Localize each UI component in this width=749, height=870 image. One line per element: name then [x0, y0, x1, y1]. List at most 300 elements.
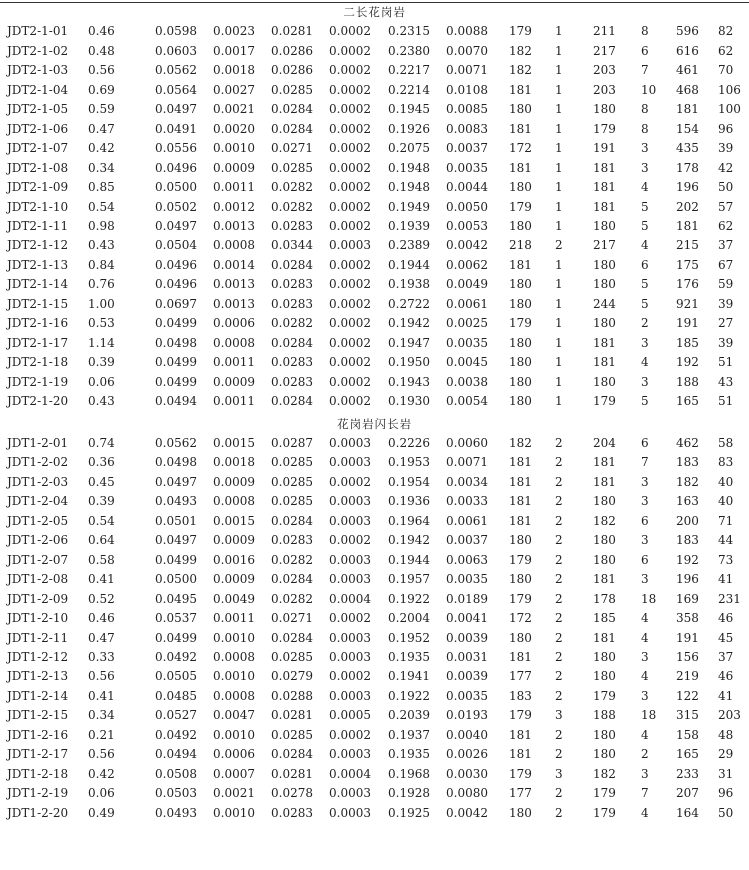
value-cell: 0.0047 — [213, 708, 255, 723]
value-cell: 315 — [676, 708, 699, 723]
value-cell: 0.0002 — [329, 180, 371, 195]
value-cell: 182 — [509, 43, 532, 58]
value-cell: 4 — [641, 355, 649, 370]
value-cell: 3 — [641, 474, 649, 489]
value-cell: 0.0037 — [446, 533, 488, 548]
value-cell: 0.0500 — [155, 572, 197, 587]
value-cell: 180 — [509, 335, 532, 350]
value-cell: 0.0049 — [446, 277, 488, 292]
value-cell: 0.0284 — [271, 513, 313, 528]
value-cell: 0.34 — [88, 160, 115, 175]
value-cell: 181 — [593, 630, 616, 645]
value-cell: 0.39 — [88, 355, 115, 370]
value-cell: 3 — [641, 649, 649, 664]
value-cell: 41 — [718, 572, 734, 587]
value-cell: 0.0003 — [329, 552, 371, 567]
table-row — [0, 473, 749, 492]
value-cell: 180 — [509, 630, 532, 645]
value-cell: 154 — [676, 121, 699, 136]
sample-id-cell: JDT2-1-09 — [7, 180, 69, 195]
value-cell: 0.0006 — [213, 316, 255, 331]
value-cell: 0.0283 — [271, 296, 313, 311]
value-cell: 0.0283 — [271, 355, 313, 370]
value-cell: 2 — [555, 572, 563, 587]
value-cell: 179 — [509, 591, 532, 606]
value-cell: 5 — [641, 218, 649, 233]
value-cell: 3 — [641, 533, 649, 548]
value-cell: 0.1941 — [388, 669, 430, 684]
value-cell: 100 — [718, 102, 741, 117]
value-cell: 179 — [593, 805, 616, 820]
value-cell: 0.0279 — [271, 669, 313, 684]
value-cell: 0.0002 — [329, 43, 371, 58]
sample-id-cell: JDT2-1-08 — [7, 160, 69, 175]
value-cell: 185 — [676, 335, 699, 350]
value-cell: 0.1942 — [388, 533, 430, 548]
value-cell: 4 — [641, 805, 649, 820]
value-cell: 0.0003 — [329, 435, 371, 450]
value-cell: 0.0285 — [271, 649, 313, 664]
value-cell: 181 — [509, 649, 532, 664]
value-cell: 3 — [641, 688, 649, 703]
sample-id-cell: JDT2-1-12 — [7, 238, 69, 253]
value-cell: 0.0492 — [155, 649, 197, 664]
value-cell: 0.0054 — [446, 394, 488, 409]
value-cell: 179 — [593, 688, 616, 703]
value-cell: 0.1937 — [388, 727, 430, 742]
value-cell: 27 — [718, 316, 734, 331]
value-cell: 0.1948 — [388, 160, 430, 175]
value-cell: 0.0002 — [329, 257, 371, 272]
value-cell: 0.0002 — [329, 141, 371, 156]
value-cell: 0.0018 — [213, 63, 255, 78]
table-row — [0, 178, 749, 197]
value-cell: 0.0498 — [155, 455, 197, 470]
value-cell: 6 — [641, 513, 649, 528]
value-cell: 0.21 — [88, 727, 115, 742]
value-cell: 0.0003 — [329, 238, 371, 253]
value-cell: 180 — [509, 355, 532, 370]
value-cell: 2 — [555, 669, 563, 684]
value-cell: 0.0003 — [329, 572, 371, 587]
value-cell: 0.0002 — [329, 474, 371, 489]
value-cell: 0.1949 — [388, 199, 430, 214]
value-cell: 616 — [676, 43, 699, 58]
value-cell: 40 — [718, 474, 734, 489]
value-cell: 7 — [641, 786, 649, 801]
value-cell: 0.0049 — [213, 591, 255, 606]
value-cell: 179 — [593, 121, 616, 136]
value-cell: 2 — [555, 494, 563, 509]
value-cell: 181 — [676, 218, 699, 233]
value-cell: 182 — [509, 435, 532, 450]
value-cell: 0.0495 — [155, 591, 197, 606]
value-cell: 179 — [509, 316, 532, 331]
value-cell: 0.0033 — [446, 494, 488, 509]
value-cell: 0.56 — [88, 63, 115, 78]
table-row — [0, 531, 749, 550]
value-cell: 180 — [593, 374, 616, 389]
value-cell: 18 — [641, 708, 657, 723]
value-cell: 0.0002 — [329, 296, 371, 311]
value-cell: 0.0284 — [271, 394, 313, 409]
sample-id-cell: JDT2-1-03 — [7, 63, 69, 78]
value-cell: 0.0500 — [155, 180, 197, 195]
sample-id-cell: JDT2-1-20 — [7, 394, 69, 409]
sample-id-cell: JDT2-1-07 — [7, 141, 69, 156]
value-cell: 6 — [641, 435, 649, 450]
value-cell: 1 — [555, 24, 563, 39]
value-cell: 0.0061 — [446, 513, 488, 528]
value-cell: 182 — [509, 63, 532, 78]
table-row — [0, 120, 749, 139]
value-cell: 182 — [676, 474, 699, 489]
sample-id-cell: JDT2-1-11 — [7, 218, 69, 233]
value-cell: 0.1926 — [388, 121, 430, 136]
value-cell: 0.0497 — [155, 102, 197, 117]
value-cell: 217 — [593, 238, 616, 253]
value-cell: 0.43 — [88, 394, 115, 409]
value-cell: 181 — [509, 747, 532, 762]
table-body — [0, 3, 749, 823]
value-cell: 0.06 — [88, 786, 115, 801]
value-cell: 178 — [676, 160, 699, 175]
value-cell: 0.54 — [88, 199, 115, 214]
value-cell: 203 — [593, 63, 616, 78]
value-cell: 0.1922 — [388, 591, 430, 606]
value-cell: 8 — [641, 24, 649, 39]
value-cell: 217 — [593, 43, 616, 58]
value-cell: 0.0496 — [155, 160, 197, 175]
value-cell: 0.1944 — [388, 257, 430, 272]
value-cell: 191 — [676, 630, 699, 645]
value-cell: 0.0002 — [329, 335, 371, 350]
value-cell: 0.0034 — [446, 474, 488, 489]
value-cell: 0.0003 — [329, 513, 371, 528]
value-cell: 181 — [593, 455, 616, 470]
sample-id-cell: JDT1-2-12 — [7, 649, 69, 664]
value-cell: 2 — [555, 591, 563, 606]
value-cell: 0.0007 — [213, 766, 255, 781]
sample-id-cell: JDT1-2-01 — [7, 435, 69, 450]
value-cell: 179 — [509, 552, 532, 567]
value-cell: 0.84 — [88, 257, 115, 272]
value-cell: 0.0010 — [213, 141, 255, 156]
value-cell: 0.0023 — [213, 24, 255, 39]
value-cell: 2 — [641, 747, 649, 762]
value-cell: 51 — [718, 394, 734, 409]
value-cell: 0.0283 — [271, 218, 313, 233]
value-cell: 0.0286 — [271, 43, 313, 58]
table-row — [0, 784, 749, 803]
value-cell: 31 — [718, 766, 734, 781]
value-cell: 5 — [641, 296, 649, 311]
value-cell: 0.0271 — [271, 141, 313, 156]
value-cell: 37 — [718, 649, 734, 664]
value-cell: 0.0002 — [329, 394, 371, 409]
value-cell: 0.0502 — [155, 199, 197, 214]
value-cell: 0.0285 — [271, 474, 313, 489]
value-cell: 2 — [555, 238, 563, 253]
value-cell: 0.0285 — [271, 160, 313, 175]
value-cell: 196 — [676, 180, 699, 195]
value-cell: 0.0044 — [446, 180, 488, 195]
value-cell: 0.58 — [88, 552, 115, 567]
value-cell: 180 — [593, 669, 616, 684]
value-cell: 0.0035 — [446, 572, 488, 587]
value-cell: 207 — [676, 786, 699, 801]
value-cell: 3 — [641, 572, 649, 587]
table-row — [0, 551, 749, 570]
value-cell: 0.0002 — [329, 102, 371, 117]
value-cell: 0.2214 — [388, 82, 430, 97]
value-cell: 2 — [555, 435, 563, 450]
table-row — [0, 100, 749, 119]
value-cell: 192 — [676, 355, 699, 370]
value-cell: 0.0281 — [271, 766, 313, 781]
value-cell: 180 — [509, 180, 532, 195]
value-cell: 0.0013 — [213, 218, 255, 233]
value-cell: 0.0002 — [329, 611, 371, 626]
value-cell: 46 — [718, 669, 734, 684]
value-cell: 177 — [509, 669, 532, 684]
table-row — [0, 570, 749, 589]
value-cell: 180 — [509, 374, 532, 389]
value-cell: 0.0012 — [213, 199, 255, 214]
value-cell: 0.1953 — [388, 455, 430, 470]
table-row — [0, 81, 749, 100]
value-cell: 0.0011 — [213, 355, 255, 370]
value-cell: 0.1952 — [388, 630, 430, 645]
value-cell: 179 — [509, 766, 532, 781]
table-row — [0, 453, 749, 472]
table-row — [0, 804, 749, 823]
table-row — [0, 275, 749, 294]
value-cell: 3 — [641, 766, 649, 781]
value-cell: 0.46 — [88, 24, 115, 39]
table-row — [0, 609, 749, 628]
value-cell: 42 — [718, 160, 734, 175]
value-cell: 0.0284 — [271, 121, 313, 136]
value-cell: 0.0271 — [271, 611, 313, 626]
value-cell: 0.0003 — [329, 630, 371, 645]
table-row — [0, 217, 749, 236]
value-cell: 1 — [555, 335, 563, 350]
value-cell: 180 — [509, 296, 532, 311]
value-cell: 233 — [676, 766, 699, 781]
value-cell: 180 — [509, 805, 532, 820]
value-cell: 0.0283 — [271, 277, 313, 292]
value-cell: 0.0562 — [155, 63, 197, 78]
value-cell: 0.0080 — [446, 786, 488, 801]
value-cell: 0.2389 — [388, 238, 430, 253]
value-cell: 0.2315 — [388, 24, 430, 39]
value-cell: 0.0060 — [446, 435, 488, 450]
value-cell: 172 — [509, 141, 532, 156]
value-cell: 180 — [593, 218, 616, 233]
value-cell: 122 — [676, 688, 699, 703]
value-cell: 1.14 — [88, 335, 115, 350]
value-cell: 180 — [593, 257, 616, 272]
value-cell: 0.39 — [88, 494, 115, 509]
value-cell: 0.0284 — [271, 102, 313, 117]
value-cell: 0.69 — [88, 82, 115, 97]
value-cell: 0.0496 — [155, 277, 197, 292]
value-cell: 0.1922 — [388, 688, 430, 703]
value-cell: 2 — [555, 630, 563, 645]
value-cell: 0.1957 — [388, 572, 430, 587]
value-cell: 82 — [718, 24, 734, 39]
value-cell: 0.0499 — [155, 316, 197, 331]
value-cell: 0.0040 — [446, 727, 488, 742]
value-cell: 0.0562 — [155, 435, 197, 450]
value-cell: 169 — [676, 591, 699, 606]
value-cell: 1 — [555, 82, 563, 97]
value-cell: 3 — [641, 160, 649, 175]
value-cell: 0.0499 — [155, 630, 197, 645]
value-cell: 0.76 — [88, 277, 115, 292]
value-cell: 0.0026 — [446, 747, 488, 762]
table-row — [0, 745, 749, 764]
value-cell: 0.42 — [88, 766, 115, 781]
value-cell: 180 — [509, 218, 532, 233]
value-cell: 1 — [555, 218, 563, 233]
value-cell: 0.0039 — [446, 669, 488, 684]
value-cell: 188 — [593, 708, 616, 723]
value-cell: 0.1950 — [388, 355, 430, 370]
value-cell: 0.0285 — [271, 494, 313, 509]
value-cell: 164 — [676, 805, 699, 820]
table-row — [0, 61, 749, 80]
value-cell: 2 — [555, 688, 563, 703]
value-cell: 8 — [641, 121, 649, 136]
sample-id-cell: JDT2-1-15 — [7, 296, 69, 311]
table-row — [0, 512, 749, 531]
sample-id-cell: JDT1-2-04 — [7, 494, 69, 509]
value-cell: 179 — [509, 199, 532, 214]
value-cell: 0.1936 — [388, 494, 430, 509]
value-cell: 1 — [555, 102, 563, 117]
value-cell: 181 — [509, 727, 532, 742]
sample-id-cell: JDT1-2-20 — [7, 805, 69, 820]
value-cell: 0.0011 — [213, 394, 255, 409]
value-cell: 180 — [509, 572, 532, 587]
value-cell: 0.0004 — [329, 591, 371, 606]
value-cell: 0.0282 — [271, 180, 313, 195]
table-row — [0, 314, 749, 333]
sample-id-cell: JDT2-1-01 — [7, 24, 69, 39]
value-cell: 0.0503 — [155, 786, 197, 801]
value-cell: 0.0042 — [446, 238, 488, 253]
value-cell: 204 — [593, 435, 616, 450]
value-cell: 0.45 — [88, 474, 115, 489]
value-cell: 178 — [593, 591, 616, 606]
value-cell: 0.0002 — [329, 533, 371, 548]
value-cell: 0.0021 — [213, 102, 255, 117]
value-cell: 67 — [718, 257, 734, 272]
value-cell: 1 — [555, 180, 563, 195]
value-cell: 0.0501 — [155, 513, 197, 528]
sample-id-cell: JDT1-2-13 — [7, 669, 69, 684]
value-cell: 0.0010 — [213, 630, 255, 645]
value-cell: 0.0042 — [446, 805, 488, 820]
value-cell: 0.41 — [88, 572, 115, 587]
value-cell: 7 — [641, 455, 649, 470]
sample-id-cell: JDT2-1-19 — [7, 374, 69, 389]
value-cell: 2 — [555, 552, 563, 567]
value-cell: 0.0071 — [446, 63, 488, 78]
value-cell: 181 — [593, 335, 616, 350]
value-cell: 1 — [555, 394, 563, 409]
value-cell: 0.0038 — [446, 374, 488, 389]
sample-id-cell: JDT1-2-09 — [7, 591, 69, 606]
table-row — [0, 765, 749, 784]
value-cell: 0.1948 — [388, 180, 430, 195]
table-row — [0, 687, 749, 706]
value-cell: 175 — [676, 257, 699, 272]
sample-id-cell: JDT1-2-19 — [7, 786, 69, 801]
value-cell: 0.0010 — [213, 727, 255, 742]
value-cell: 0.0283 — [271, 805, 313, 820]
value-cell: 0.1947 — [388, 335, 430, 350]
value-cell: 165 — [676, 747, 699, 762]
value-cell: 2 — [555, 474, 563, 489]
value-cell: 0.0564 — [155, 82, 197, 97]
value-cell: 0.0062 — [446, 257, 488, 272]
value-cell: 0.0493 — [155, 805, 197, 820]
value-cell: 0.0002 — [329, 277, 371, 292]
value-cell: 0.0009 — [213, 160, 255, 175]
value-cell: 358 — [676, 611, 699, 626]
value-cell: 0.2217 — [388, 63, 430, 78]
value-cell: 3 — [641, 374, 649, 389]
value-cell: 1 — [555, 257, 563, 272]
value-cell: 0.0494 — [155, 394, 197, 409]
sample-id-cell: JDT2-1-10 — [7, 199, 69, 214]
value-cell: 0.0021 — [213, 786, 255, 801]
value-cell: 39 — [718, 296, 734, 311]
value-cell: 185 — [593, 611, 616, 626]
value-cell: 0.0002 — [329, 316, 371, 331]
sample-id-cell: JDT1-2-03 — [7, 474, 69, 489]
value-cell: 0.0494 — [155, 747, 197, 762]
value-cell: 2 — [641, 316, 649, 331]
value-cell: 181 — [509, 160, 532, 175]
value-cell: 2 — [555, 786, 563, 801]
value-cell: 59 — [718, 277, 734, 292]
value-cell: 0.0002 — [329, 24, 371, 39]
value-cell: 0.0003 — [329, 649, 371, 664]
value-cell: 172 — [509, 611, 532, 626]
value-cell: 0.0010 — [213, 669, 255, 684]
value-cell: 165 — [676, 394, 699, 409]
value-cell: 1 — [555, 160, 563, 175]
sample-id-cell: JDT1-2-10 — [7, 611, 69, 626]
value-cell: 0.0085 — [446, 102, 488, 117]
value-cell: 96 — [718, 786, 734, 801]
value-cell: 0.1938 — [388, 277, 430, 292]
value-cell: 0.0278 — [271, 786, 313, 801]
value-cell: 180 — [509, 533, 532, 548]
value-cell: 0.0497 — [155, 474, 197, 489]
table-row — [0, 590, 749, 609]
value-cell: 0.49 — [88, 805, 115, 820]
value-cell: 0.0035 — [446, 335, 488, 350]
value-cell: 1 — [555, 374, 563, 389]
value-cell: 0.0527 — [155, 708, 197, 723]
value-cell: 0.33 — [88, 649, 115, 664]
value-cell: 0.0498 — [155, 335, 197, 350]
